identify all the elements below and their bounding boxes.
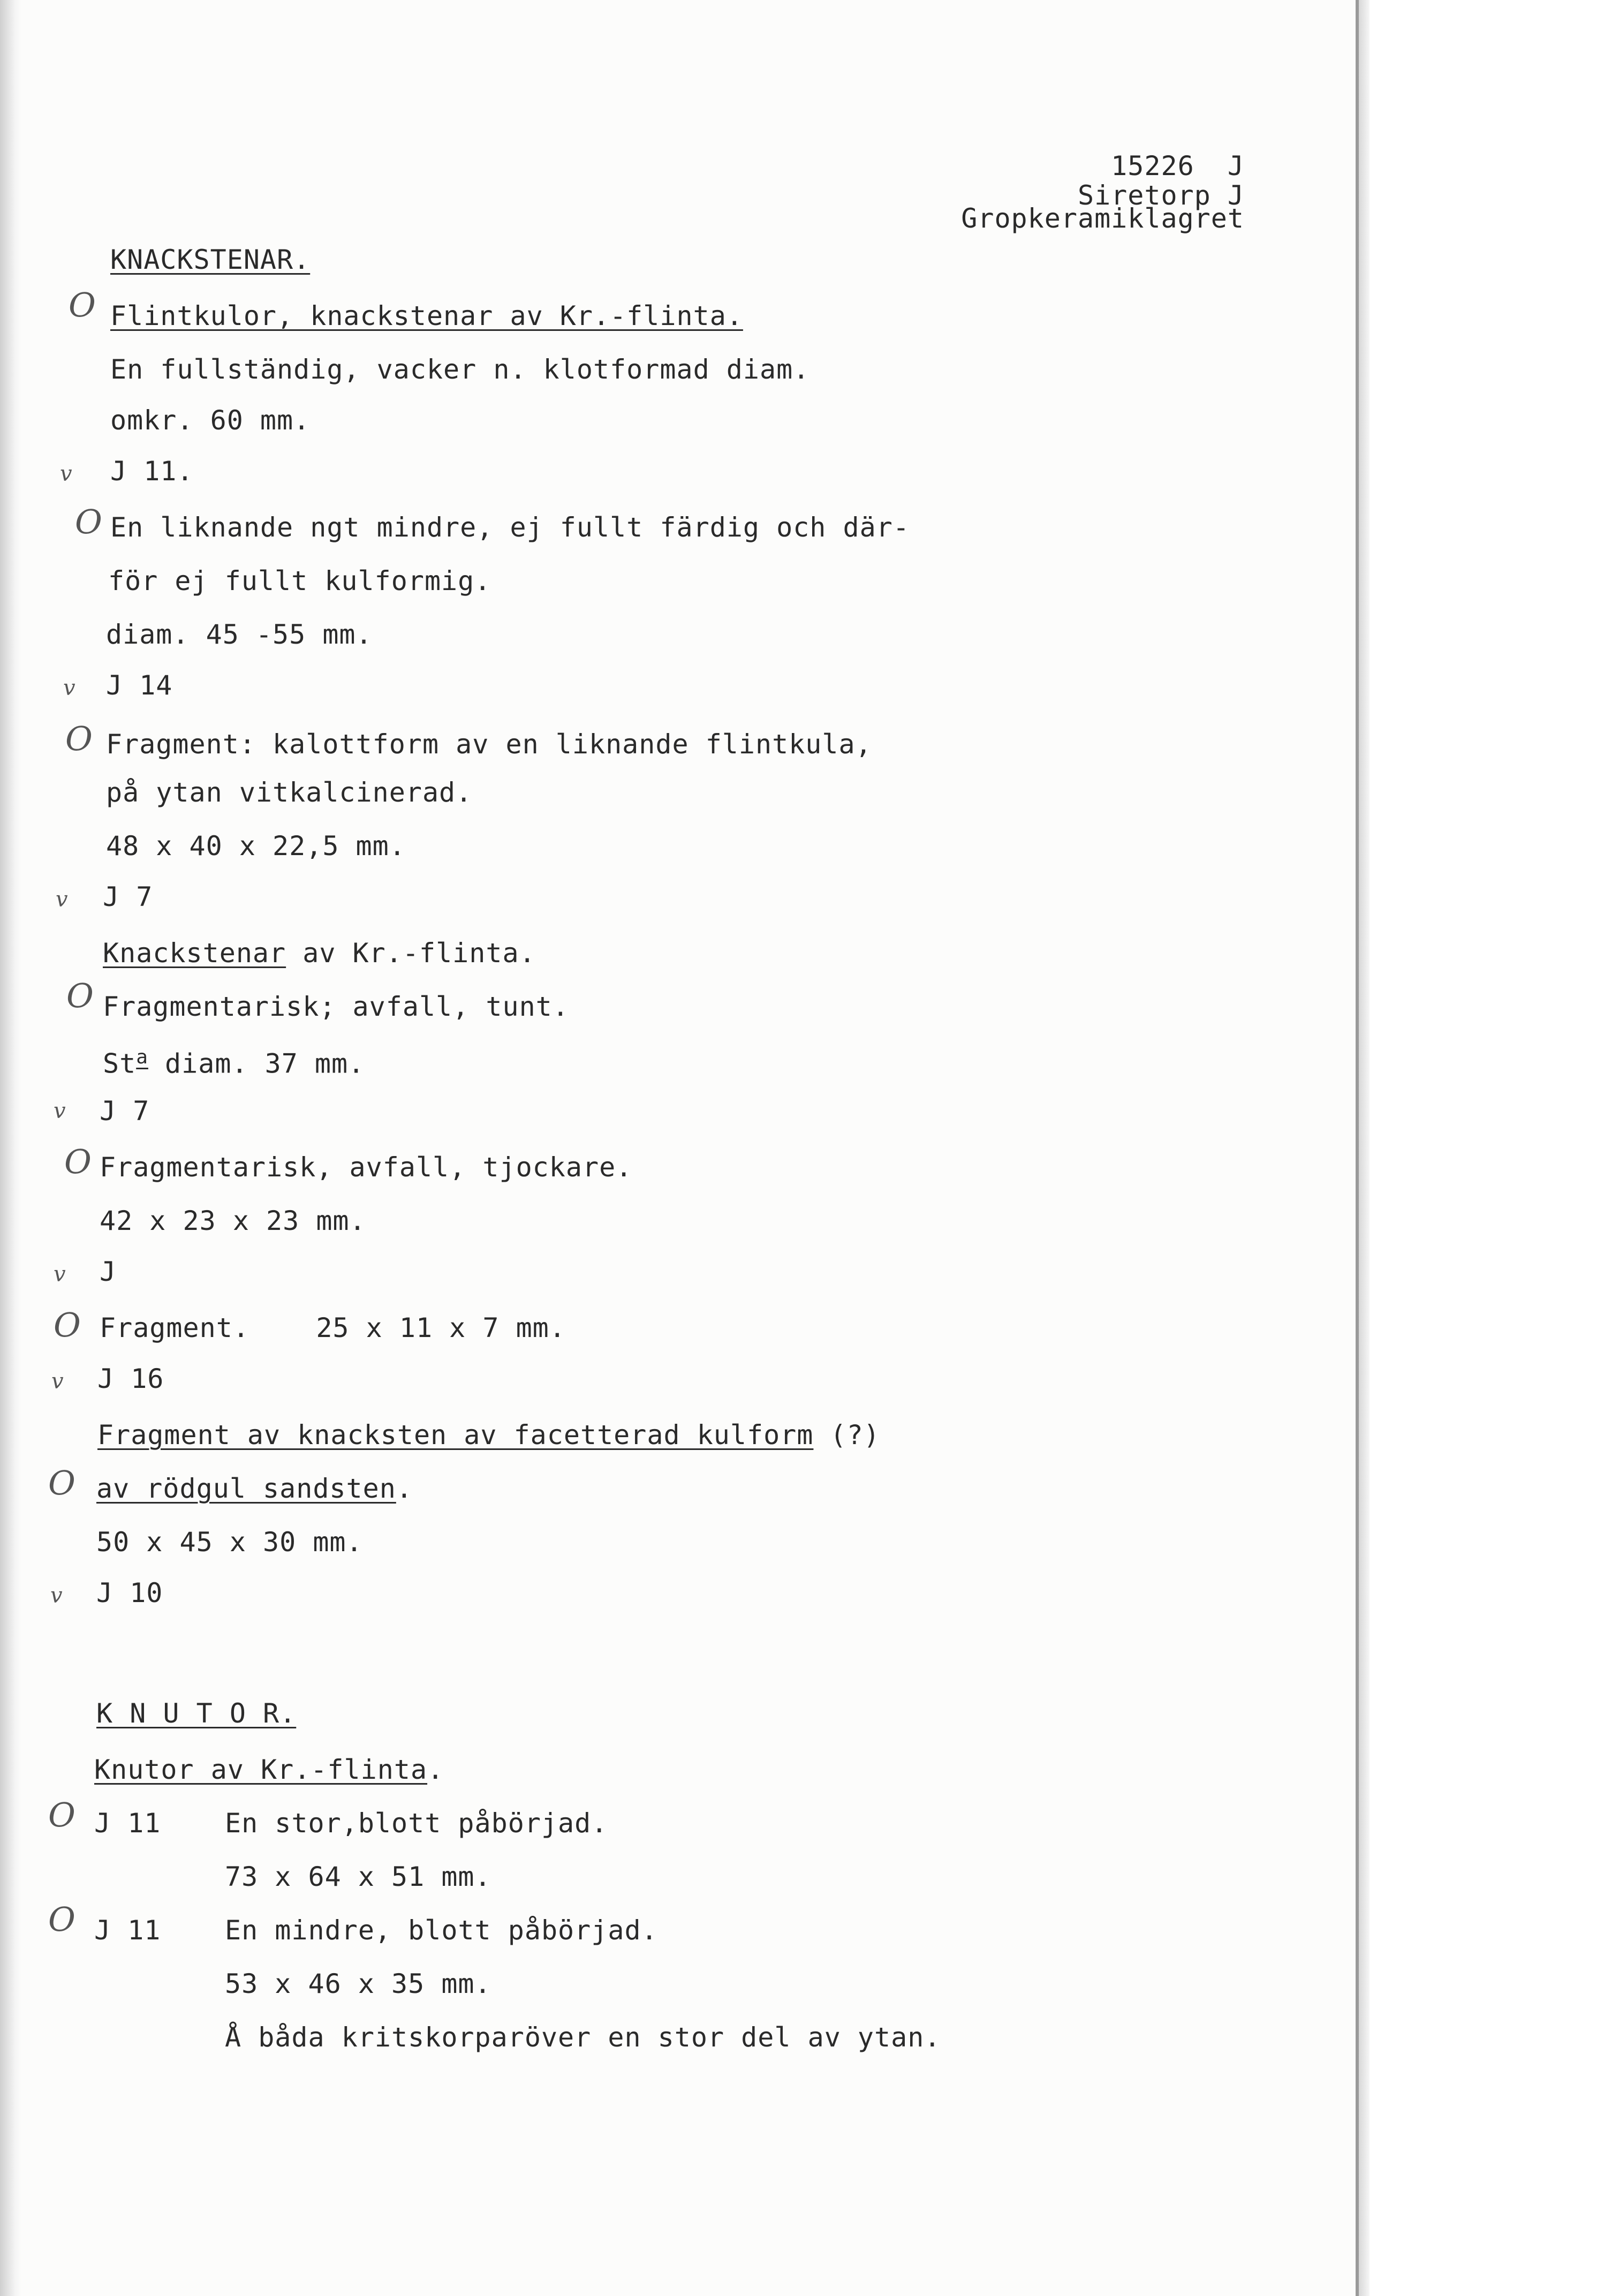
measurement-line: 50 x 45 x 30 mm. [96,1527,363,1558]
entry-heading-rest: (?) [813,1419,880,1451]
entry-line: Fragmentarisk; avfall, tunt. [103,991,569,1022]
entry-line: En mindre, blott påbörjad. [225,1915,658,1946]
subsection-heading [103,937,536,969]
circle-mark: O [48,1795,75,1834]
entry-line: Fragment. 25 x 11 x 7 mm. [100,1312,566,1343]
entry-line: En stor,blott påbörjad. [225,1808,608,1839]
circle-mark: O [65,719,93,758]
measurement-line: 42 x 23 x 23 mm. [100,1205,366,1236]
find-number: J 7 [103,881,153,912]
stone-abbrev-sup: a [136,1046,148,1068]
entry-text: diam. 37 mm. [148,1048,365,1079]
find-number: J 10 [96,1577,163,1608]
circle-mark: O [69,285,96,324]
subsection-heading-underlined: Knutor av Kr.-flinta [94,1754,428,1785]
measurement-line: 48 x 40 x 22,5 mm. [106,830,406,862]
circle-mark: O [66,976,94,1015]
entry-line: för ej fullt kulformig. [108,565,491,596]
circle-mark: O [48,1463,75,1502]
find-number: J 11 [94,1808,161,1839]
entry-line: Fragmentarisk, avfall, tjockare. [100,1152,633,1183]
entry-heading-rest: . [396,1473,413,1504]
find-number: J 7 [100,1096,150,1127]
entry-line: på ytan vitkalcinerad. [106,777,473,808]
check-mark: v [54,1262,66,1287]
check-mark: v [60,462,72,486]
check-mark: v [51,1369,64,1394]
circle-mark: O [48,1900,75,1939]
find-number: J 16 [97,1363,164,1394]
scan-edge-shadow [0,0,21,2296]
binding-shadow [1359,0,1370,2296]
circle-mark: O [54,1305,81,1345]
check-mark: v [54,1099,66,1123]
section-title-knackstenar: KNACKSTENAR. [110,244,311,275]
entry-heading [97,1419,880,1451]
entry-line [103,1041,365,1080]
check-mark: v [63,676,75,700]
check-mark: v [56,887,68,912]
entry-heading-underlined: Fragment av knacksten av facetterad kulform [97,1419,814,1451]
entry-heading-underlined: av rödgul sandsten [96,1473,396,1504]
subsection-heading [94,1754,444,1786]
subsection-heading-underlined: Knackstenar [103,938,286,969]
subsection-heading-rest: . [427,1754,444,1785]
section-title-knutor: K N U T O R. [96,1698,297,1729]
stone-abbrev: St [103,1048,137,1079]
entry-line: omkr. 60 mm. [110,405,311,436]
catalog-number: 15226 J [1111,150,1244,182]
entry-heading: Flintkulor, knackstenar av Kr.-flinta. [110,300,743,331]
entry-line: Fragment: kalottform av en liknande flintkula, [106,729,872,760]
entry-heading [96,1472,413,1505]
find-number: J [100,1256,117,1287]
circle-mark: O [75,502,102,541]
circle-mark: O [64,1142,92,1181]
measurement-line: 53 x 46 x 35 mm. [225,1968,491,1999]
measurement-line: 73 x 64 x 51 mm. [225,1861,491,1892]
find-number: J 11 [94,1915,161,1946]
subsection-heading-rest: av Kr.-flinta. [286,938,536,969]
blank-margin-strip [1370,0,1619,2296]
find-number: J 11. [110,456,194,487]
site-name: Siretorp J [1077,180,1244,211]
entry-line: En liknande ngt mindre, ej fullt färdig och där- [110,512,910,543]
find-number: J 14 [106,670,173,701]
layer-name: Gropkeramiklagret [961,203,1244,234]
check-mark: v [50,1583,63,1608]
entry-line: diam. 45 -55 mm. [106,619,373,650]
entry-line: Å båda kritskorparöver en stor del av ytan. [225,2022,941,2053]
entry-line: En fullständig, vacker n. klotformad diam. [110,354,810,385]
